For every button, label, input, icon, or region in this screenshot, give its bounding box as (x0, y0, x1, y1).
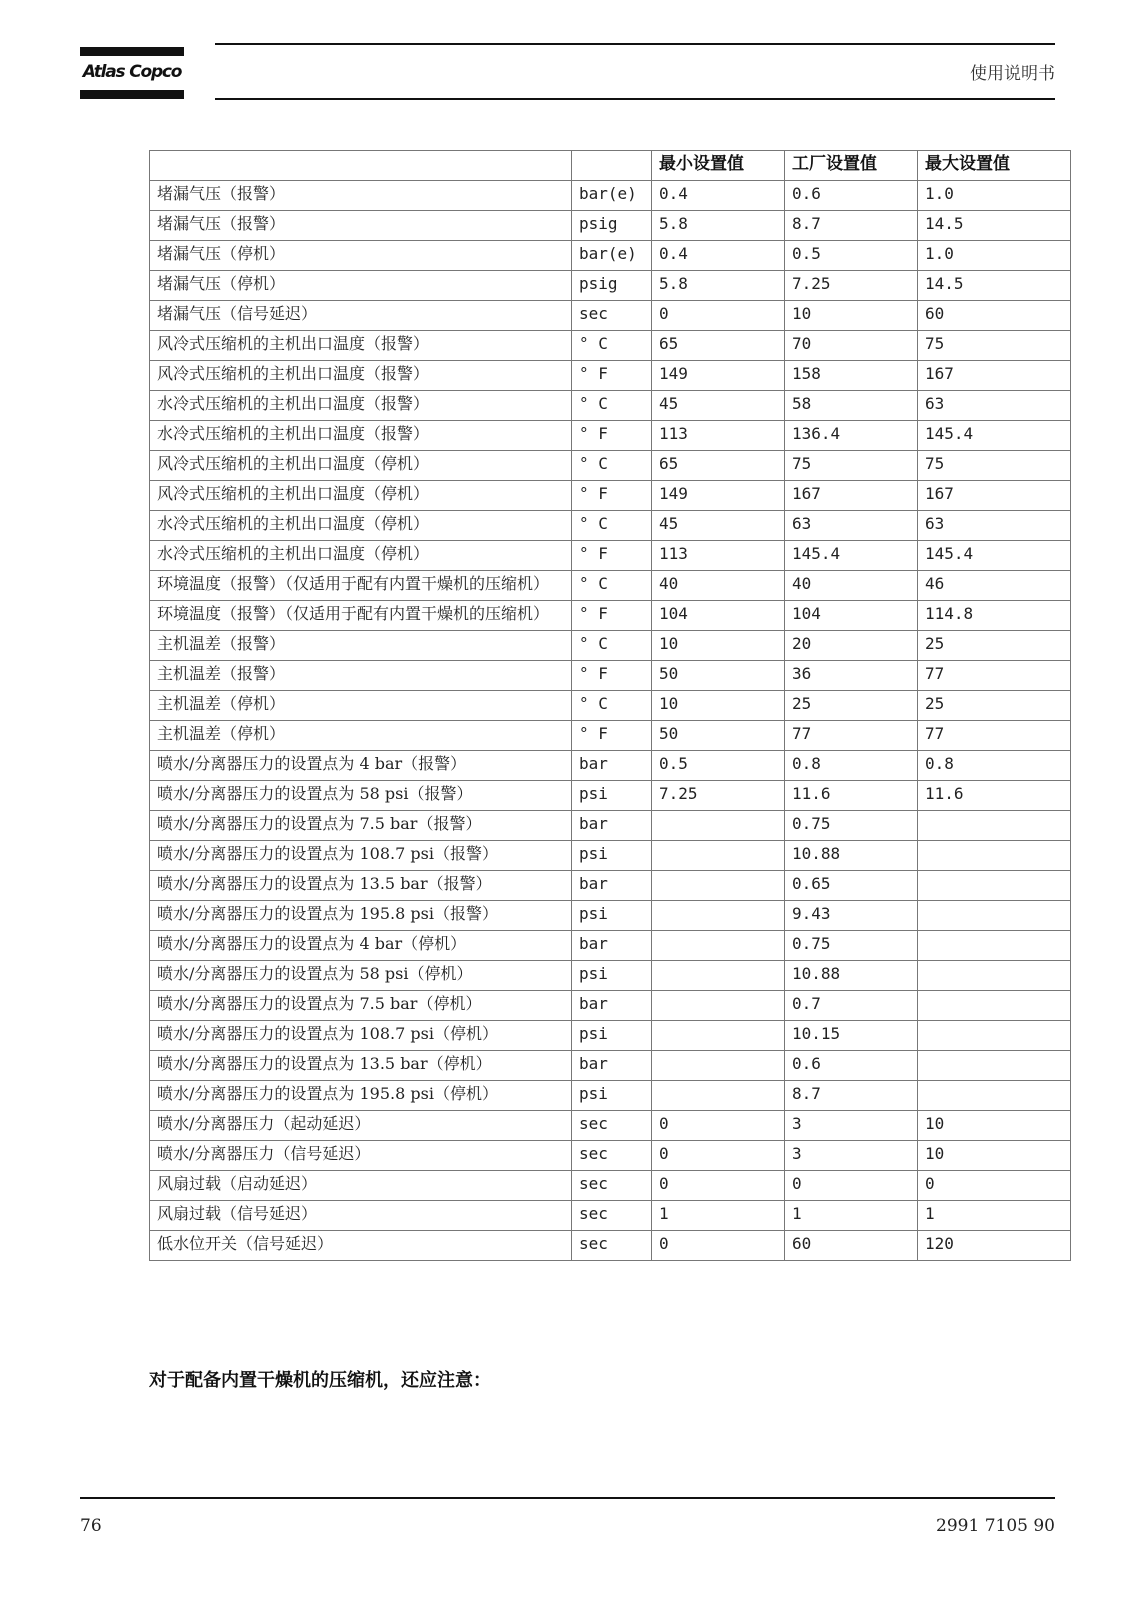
factory-value-cell: 10.88 (785, 961, 918, 991)
table-row (150, 1051, 1071, 1081)
table-row (150, 991, 1071, 1021)
unit-cell: ° F (572, 721, 652, 751)
max-value-cell: 25 (918, 631, 1071, 661)
page-number: 76 (80, 1516, 102, 1536)
max-value-cell: 145.4 (918, 541, 1071, 571)
table-row (150, 301, 1071, 331)
table-row (150, 1111, 1071, 1141)
max-value-cell: 75 (918, 331, 1071, 361)
unit-cell: sec (572, 1111, 652, 1141)
unit-cell: bar(e) (572, 181, 652, 211)
factory-value-cell: 70 (785, 331, 918, 361)
min-value-cell: 65 (652, 451, 785, 481)
max-value-cell (918, 841, 1071, 871)
min-value-cell: 113 (652, 541, 785, 571)
factory-value-cell: 145.4 (785, 541, 918, 571)
max-value-cell: 167 (918, 481, 1071, 511)
max-value-cell (918, 1051, 1071, 1081)
unit-cell: psi (572, 901, 652, 931)
min-value-cell: 104 (652, 601, 785, 631)
parameter-cell: 喷水/分离器压力的设置点为 58 psi（报警） (150, 781, 572, 811)
table-row (150, 811, 1071, 841)
factory-value-cell: 0.8 (785, 751, 918, 781)
unit-cell: ° C (572, 691, 652, 721)
max-value-cell (918, 871, 1071, 901)
table-header-row (150, 151, 1071, 181)
max-value-cell: 1.0 (918, 241, 1071, 271)
table-row (150, 631, 1071, 661)
parameter-cell: 主机温差（报警） (150, 631, 572, 661)
table-body (150, 181, 1071, 1261)
min-value-cell: 5.8 (652, 271, 785, 301)
max-value-cell: 63 (918, 391, 1071, 421)
factory-value-cell: 104 (785, 601, 918, 631)
factory-value-cell: 58 (785, 391, 918, 421)
table-row (150, 901, 1071, 931)
parameter-cell: 堵漏气压（信号延迟） (150, 301, 572, 331)
parameter-cell: 水冷式压缩机的主机出口温度（停机） (150, 541, 572, 571)
factory-value-cell: 9.43 (785, 901, 918, 931)
unit-cell: bar (572, 931, 652, 961)
settings-table (149, 150, 1071, 1261)
factory-value-cell: 7.25 (785, 271, 918, 301)
parameter-cell: 风冷式压缩机的主机出口温度（报警） (150, 331, 572, 361)
parameter-cell: 喷水/分离器压力（起动延迟） (150, 1111, 572, 1141)
min-value-cell: 0 (652, 301, 785, 331)
parameter-cell: 喷水/分离器压力的设置点为 7.5 bar（停机） (150, 991, 572, 1021)
table-row (150, 1081, 1071, 1111)
factory-value-cell: 75 (785, 451, 918, 481)
table-row (150, 331, 1071, 361)
max-value-cell: 10 (918, 1111, 1071, 1141)
min-value-cell: 40 (652, 571, 785, 601)
table-row (150, 241, 1071, 271)
parameter-cell: 主机温差（停机） (150, 721, 572, 751)
parameter-cell: 喷水/分离器压力（信号延迟） (150, 1141, 572, 1171)
parameter-cell: 喷水/分离器压力的设置点为 4 bar（报警） (150, 751, 572, 781)
logo-wordmark: Atlas Copco (82, 62, 182, 82)
min-value-cell: 50 (652, 721, 785, 751)
unit-cell: psig (572, 271, 652, 301)
max-value-cell: 114.8 (918, 601, 1071, 631)
max-value-cell: 60 (918, 301, 1071, 331)
max-value-cell (918, 991, 1071, 1021)
min-value-cell: 0 (652, 1231, 785, 1261)
unit-cell: bar(e) (572, 241, 652, 271)
atlas-copco-logo (80, 47, 184, 99)
document-number: 2991 7105 90 (936, 1516, 1055, 1536)
factory-value-cell: 36 (785, 661, 918, 691)
factory-value-cell: 167 (785, 481, 918, 511)
parameter-cell: 堵漏气压（停机） (150, 271, 572, 301)
table-row (150, 571, 1071, 601)
min-value-cell (652, 901, 785, 931)
parameter-cell: 喷水/分离器压力的设置点为 108.7 psi（报警） (150, 841, 572, 871)
max-value-cell: 14.5 (918, 211, 1071, 241)
unit-cell: ° F (572, 541, 652, 571)
footer-rule (80, 1497, 1055, 1499)
min-value-cell: 7.25 (652, 781, 785, 811)
max-value-cell: 46 (918, 571, 1071, 601)
factory-value-cell: 0 (785, 1171, 918, 1201)
parameter-cell: 堵漏气压（停机） (150, 241, 572, 271)
logo-bar-bottom (80, 90, 184, 99)
factory-value-cell: 136.4 (785, 421, 918, 451)
parameter-cell: 风冷式压缩机的主机出口温度（停机） (150, 481, 572, 511)
unit-cell: ° C (572, 631, 652, 661)
unit-cell: sec (572, 1201, 652, 1231)
min-value-cell: 5.8 (652, 211, 785, 241)
parameter-cell: 喷水/分离器压力的设置点为 13.5 bar（停机） (150, 1051, 572, 1081)
max-value-cell: 75 (918, 451, 1071, 481)
min-value-cell (652, 991, 785, 1021)
unit-cell: sec (572, 301, 652, 331)
min-value-cell: 0.4 (652, 241, 785, 271)
table-row (150, 841, 1071, 871)
max-value-cell: 77 (918, 721, 1071, 751)
header-unit (572, 151, 652, 181)
note-text: 对于配备内置干燥机的压缩机，还应注意： (149, 1370, 491, 1391)
max-value-cell: 120 (918, 1231, 1071, 1261)
parameter-cell: 堵漏气压（报警） (150, 211, 572, 241)
unit-cell: ° F (572, 421, 652, 451)
header-rule-bottom (215, 98, 1055, 100)
table-row (150, 481, 1071, 511)
parameter-cell: 风扇过载（信号延迟） (150, 1201, 572, 1231)
min-value-cell (652, 961, 785, 991)
table-row (150, 181, 1071, 211)
max-value-cell: 167 (918, 361, 1071, 391)
max-value-cell (918, 1021, 1071, 1051)
unit-cell: sec (572, 1231, 652, 1261)
parameter-cell: 低水位开关（信号延迟） (150, 1231, 572, 1261)
parameter-cell: 环境温度（报警）（仅适用于配有内置干燥机的压缩机） (150, 601, 572, 631)
unit-cell: bar (572, 811, 652, 841)
parameter-cell: 主机温差（报警） (150, 661, 572, 691)
factory-value-cell: 0.75 (785, 931, 918, 961)
min-value-cell: 10 (652, 691, 785, 721)
max-value-cell (918, 931, 1071, 961)
unit-cell: ° F (572, 481, 652, 511)
unit-cell: bar (572, 871, 652, 901)
min-value-cell (652, 1081, 785, 1111)
max-value-cell: 1.0 (918, 181, 1071, 211)
header-rule-top (215, 43, 1055, 45)
table-row (150, 1021, 1071, 1051)
factory-value-cell: 158 (785, 361, 918, 391)
parameter-cell: 喷水/分离器压力的设置点为 195.8 psi（停机） (150, 1081, 572, 1111)
parameter-cell: 水冷式压缩机的主机出口温度（报警） (150, 391, 572, 421)
min-value-cell (652, 811, 785, 841)
unit-cell: ° F (572, 361, 652, 391)
parameter-cell: 水冷式压缩机的主机出口温度（报警） (150, 421, 572, 451)
parameter-cell: 喷水/分离器压力的设置点为 108.7 psi（停机） (150, 1021, 572, 1051)
table-row (150, 961, 1071, 991)
factory-value-cell: 0.6 (785, 181, 918, 211)
table-row (150, 601, 1071, 631)
parameter-cell: 喷水/分离器压力的设置点为 13.5 bar（报警） (150, 871, 572, 901)
table-row (150, 1201, 1071, 1231)
table-row (150, 361, 1071, 391)
table-row (150, 661, 1071, 691)
table-row (150, 1231, 1071, 1261)
table-row (150, 421, 1071, 451)
min-value-cell (652, 1021, 785, 1051)
factory-value-cell: 77 (785, 721, 918, 751)
table-row (150, 751, 1071, 781)
factory-value-cell: 0.65 (785, 871, 918, 901)
unit-cell: ° C (572, 331, 652, 361)
parameter-cell: 喷水/分离器压力的设置点为 7.5 bar（报警） (150, 811, 572, 841)
min-value-cell: 149 (652, 481, 785, 511)
unit-cell: psi (572, 1081, 652, 1111)
factory-value-cell: 11.6 (785, 781, 918, 811)
factory-value-cell: 0.75 (785, 811, 918, 841)
unit-cell: bar (572, 1051, 652, 1081)
table-row (150, 211, 1071, 241)
min-value-cell: 0 (652, 1111, 785, 1141)
unit-cell: psi (572, 781, 652, 811)
parameter-cell: 喷水/分离器压力的设置点为 58 psi（停机） (150, 961, 572, 991)
max-value-cell (918, 901, 1071, 931)
factory-value-cell: 8.7 (785, 211, 918, 241)
min-value-cell: 50 (652, 661, 785, 691)
logo-bar-top (80, 47, 184, 56)
unit-cell: ° C (572, 511, 652, 541)
min-value-cell: 10 (652, 631, 785, 661)
factory-value-cell: 10 (785, 301, 918, 331)
parameter-cell: 堵漏气压（报警） (150, 181, 572, 211)
table-row (150, 871, 1071, 901)
factory-value-cell: 3 (785, 1111, 918, 1141)
min-value-cell: 0.5 (652, 751, 785, 781)
factory-value-cell: 0.5 (785, 241, 918, 271)
factory-value-cell: 60 (785, 1231, 918, 1261)
min-value-cell: 0 (652, 1171, 785, 1201)
unit-cell: psi (572, 841, 652, 871)
table-row (150, 691, 1071, 721)
min-value-cell: 45 (652, 391, 785, 421)
min-value-cell (652, 871, 785, 901)
max-value-cell: 0.8 (918, 751, 1071, 781)
min-value-cell: 45 (652, 511, 785, 541)
factory-value-cell: 3 (785, 1141, 918, 1171)
unit-cell: psi (572, 1021, 652, 1051)
table-row (150, 1171, 1071, 1201)
unit-cell: bar (572, 751, 652, 781)
header-parameter (150, 151, 572, 181)
parameter-cell: 风扇过载（启动延迟） (150, 1171, 572, 1201)
factory-value-cell: 0.7 (785, 991, 918, 1021)
factory-value-cell: 0.6 (785, 1051, 918, 1081)
max-value-cell: 11.6 (918, 781, 1071, 811)
unit-cell: sec (572, 1171, 652, 1201)
min-value-cell (652, 841, 785, 871)
table-row (150, 541, 1071, 571)
factory-value-cell: 25 (785, 691, 918, 721)
table-row (150, 391, 1071, 421)
header-factory: 工厂设置值 (785, 151, 918, 181)
table-row (150, 271, 1071, 301)
unit-cell: bar (572, 991, 652, 1021)
max-value-cell: 14.5 (918, 271, 1071, 301)
factory-value-cell: 10.15 (785, 1021, 918, 1051)
unit-cell: ° C (572, 571, 652, 601)
parameter-cell: 环境温度（报警）（仅适用于配有内置干燥机的压缩机） (150, 571, 572, 601)
header-max: 最大设置值 (918, 151, 1071, 181)
table-row (150, 931, 1071, 961)
parameter-cell: 喷水/分离器压力的设置点为 4 bar（停机） (150, 931, 572, 961)
max-value-cell: 0 (918, 1171, 1071, 1201)
factory-value-cell: 8.7 (785, 1081, 918, 1111)
max-value-cell: 63 (918, 511, 1071, 541)
min-value-cell: 113 (652, 421, 785, 451)
max-value-cell: 25 (918, 691, 1071, 721)
parameter-cell: 主机温差（停机） (150, 691, 572, 721)
parameter-cell: 喷水/分离器压力的设置点为 195.8 psi（报警） (150, 901, 572, 931)
unit-cell: ° C (572, 391, 652, 421)
table-row (150, 451, 1071, 481)
table-row (150, 511, 1071, 541)
max-value-cell (918, 961, 1071, 991)
document-title: 使用说明书 (970, 64, 1055, 84)
max-value-cell (918, 1081, 1071, 1111)
min-value-cell (652, 1051, 785, 1081)
max-value-cell: 10 (918, 1141, 1071, 1171)
min-value-cell: 0.4 (652, 181, 785, 211)
table-row (150, 781, 1071, 811)
min-value-cell (652, 931, 785, 961)
parameter-cell: 风冷式压缩机的主机出口温度（停机） (150, 451, 572, 481)
max-value-cell: 77 (918, 661, 1071, 691)
min-value-cell: 0 (652, 1141, 785, 1171)
min-value-cell: 149 (652, 361, 785, 391)
factory-value-cell: 40 (785, 571, 918, 601)
unit-cell: ° F (572, 661, 652, 691)
factory-value-cell: 10.88 (785, 841, 918, 871)
factory-value-cell: 20 (785, 631, 918, 661)
table-row (150, 721, 1071, 751)
header-min: 最小设置值 (652, 151, 785, 181)
unit-cell: sec (572, 1141, 652, 1171)
parameter-cell: 水冷式压缩机的主机出口温度（停机） (150, 511, 572, 541)
max-value-cell: 1 (918, 1201, 1071, 1231)
table-row (150, 1141, 1071, 1171)
unit-cell: ° F (572, 601, 652, 631)
min-value-cell: 1 (652, 1201, 785, 1231)
min-value-cell: 65 (652, 331, 785, 361)
factory-value-cell: 1 (785, 1201, 918, 1231)
max-value-cell (918, 811, 1071, 841)
factory-value-cell: 63 (785, 511, 918, 541)
unit-cell: psi (572, 961, 652, 991)
max-value-cell: 145.4 (918, 421, 1071, 451)
parameter-cell: 风冷式压缩机的主机出口温度（报警） (150, 361, 572, 391)
unit-cell: psig (572, 211, 652, 241)
unit-cell: ° C (572, 451, 652, 481)
